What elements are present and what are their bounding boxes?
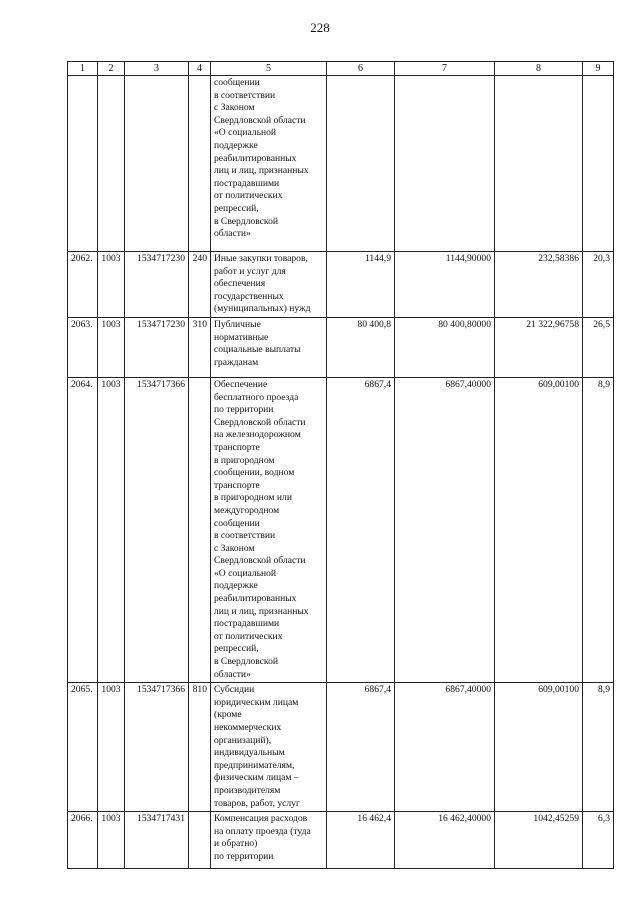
column-header: 6 [327,62,395,76]
value-col6-cell: 6867,4 [327,377,395,682]
expense-type-cell: 240 [189,252,211,318]
table-row [68,317,614,377]
budget-table [67,61,614,869]
value-col7-cell: 16 462,40000 [395,812,495,869]
table-row [68,76,614,252]
row-number-cell: 2064. [68,377,98,682]
target-code-cell: 1534717431 [125,812,189,869]
value-col9-cell: 6,3 [583,812,614,869]
value-col9-cell: 8,9 [583,377,614,682]
expense-type-cell: 310 [189,317,211,377]
value-col6-cell: 6867,4 [327,683,395,812]
description-cell: Субсидии юридическим лицам (кроме некоммерческих организаций), индивидуальным предпринимателям, физическим лицам – производителям товаров, работ, услуг [211,683,327,812]
table-row [68,812,614,869]
target-code-cell: 1534717230 [125,252,189,318]
section-code-cell [98,76,125,252]
target-code-cell: 1534717366 [125,683,189,812]
description-cell: Обеспечение бесплатного проезда по территории Свердловской области на железнодорожном транспорте в пригородном сообщении, водном транспорте в пригородном или междугородном сообщении в соответствии с Законом Свердловской области «О социальной поддержке реабилитированных лиц и лиц, признанных пострадавшими от политических репрессий, в Свердловской области» [211,377,327,682]
table-header-row [68,62,614,76]
table-row [68,377,614,682]
value-col8-cell [495,76,583,252]
value-col8-cell: 21 322,96758 [495,317,583,377]
description-cell: Иные закупки товаров, работ и услуг для обеспечения государственных (муниципальных) нужд [211,252,327,318]
column-header: 3 [125,62,189,76]
value-col7-cell: 6867,40000 [395,377,495,682]
target-code-cell [125,76,189,252]
section-code-cell: 1003 [98,683,125,812]
row-number-cell: 2065. [68,683,98,812]
row-number-cell: 2066. [68,812,98,869]
value-col8-cell: 609,00100 [495,683,583,812]
value-col8-cell: 1042,45259 [495,812,583,869]
expense-type-cell [189,812,211,869]
table-row [68,252,614,318]
value-col9-cell [583,76,614,252]
target-code-cell: 1534717366 [125,377,189,682]
value-col6-cell: 1144,9 [327,252,395,318]
column-header: 9 [583,62,614,76]
column-header: 7 [395,62,495,76]
column-header: 2 [98,62,125,76]
section-code-cell: 1003 [98,812,125,869]
column-header: 4 [189,62,211,76]
value-col8-cell: 609,00100 [495,377,583,682]
description-cell: Публичные нормативные социальные выплаты гражданам [211,317,327,377]
value-col9-cell: 20,3 [583,252,614,318]
page-number: 228 [310,20,330,35]
expense-type-cell [189,76,211,252]
column-header: 5 [211,62,327,76]
value-col7-cell: 1144,90000 [395,252,495,318]
expense-type-cell [189,377,211,682]
description-cell: Компенсация расходов на оплату проезда (туда и обратно) по территории [211,812,327,869]
table-body [68,76,614,869]
expense-type-cell: 810 [189,683,211,812]
value-col7-cell: 80 400,80000 [395,317,495,377]
value-col9-cell: 26,5 [583,317,614,377]
row-number-cell: 2062. [68,252,98,318]
section-code-cell: 1003 [98,252,125,318]
value-col7-cell: 6867,40000 [395,683,495,812]
column-header: 1 [68,62,98,76]
value-col6-cell: 16 462,4 [327,812,395,869]
row-number-cell: 2063. [68,317,98,377]
table-row [68,683,614,812]
value-col8-cell: 232,58386 [495,252,583,318]
value-col9-cell: 8,9 [583,683,614,812]
value-col7-cell [395,76,495,252]
value-col6-cell: 80 400,8 [327,317,395,377]
description-cell: сообщении в соответствии с Законом Свердловской области «О социальной поддержке реабилитированных лиц и лиц, признанных пострадавшими от политических репрессий, в Свердловской области» [211,76,327,252]
section-code-cell: 1003 [98,317,125,377]
target-code-cell: 1534717230 [125,317,189,377]
row-number-cell [68,76,98,252]
section-code-cell: 1003 [98,377,125,682]
column-header: 8 [495,62,583,76]
value-col6-cell [327,76,395,252]
